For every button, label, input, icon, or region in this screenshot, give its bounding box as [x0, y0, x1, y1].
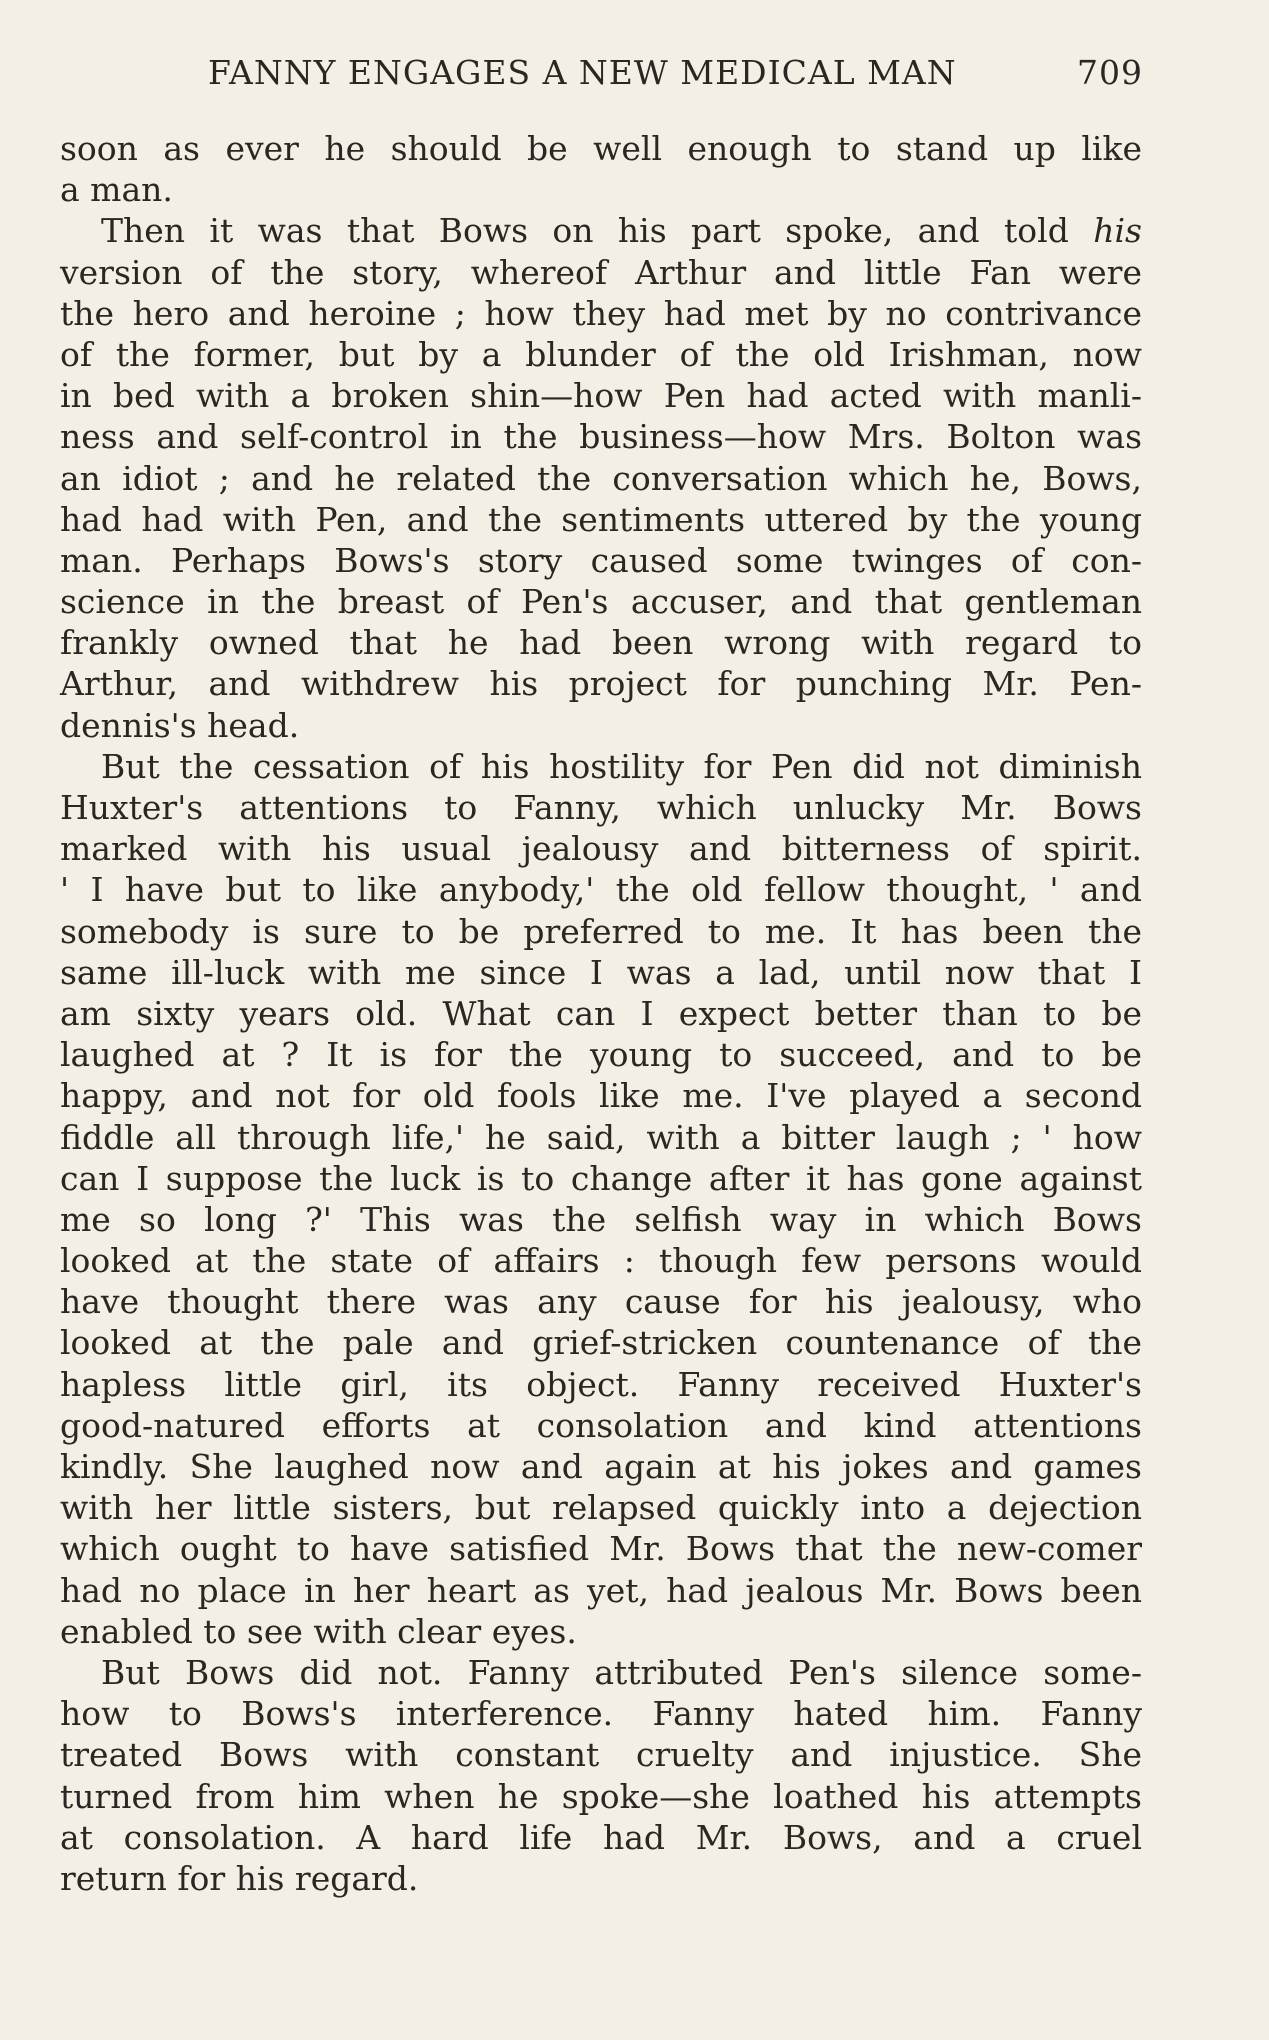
text-line: enabled to see with clear eyes. [60, 1611, 577, 1651]
text-line: man. Perhaps Bows's story caused some twinges of con- [60, 540, 1142, 580]
text-line: looked at the pale and grief-stricken countenance of the [60, 1323, 1142, 1363]
text-line: a man. [60, 170, 173, 210]
text-line: turned from him when he spoke—she loathed his attempts [60, 1776, 1142, 1816]
text-line: fiddle all through life,' he said, with a bitter laugh ; ' how [60, 1117, 1142, 1157]
text-line: same ill-luck with me since I was a lad, until now that I [60, 952, 1142, 992]
text-line: But Bows did not. Fanny attributed Pen's silence some- [101, 1652, 1142, 1692]
text-line: am sixty years old. What can I expect better than to be [60, 993, 1142, 1033]
text-line: in bed with a broken shin—how Pen had acted with manli- [60, 376, 1142, 416]
text-line: Arthur, and withdrew his project for punching Mr. Pen- [60, 664, 1142, 704]
body-text [60, 128, 1142, 1899]
text-line-part: Then it was that Bows on his part spoke, and told [101, 211, 1069, 251]
text-line: which ought to have satisfied Mr. Bows that the new-comer [60, 1529, 1142, 1569]
text-line: ' I have but to like anybody,' the old fellow thought, ' and [60, 870, 1142, 910]
text-line: Huxter's attentions to Fanny, which unlucky Mr. Bows [60, 788, 1142, 827]
text-line: happy, and not for old fools like me. I've played a second [60, 1076, 1142, 1116]
running-head [60, 50, 1143, 94]
text-line: an idiot ; and he related the conversation which he, Bows, [60, 458, 1142, 498]
text-line: of the former, but by a blunder of the old Irishman, now [60, 334, 1142, 374]
page-number: 709 [1077, 52, 1143, 92]
text-line: But the cessation of his hostility for Pen did not diminish [101, 746, 1142, 786]
text-line: me so long ?' This was the selfish way in which Bows [60, 1199, 1142, 1239]
text-line: at consolation. A hard life had Mr. Bows, and a cruel [60, 1817, 1142, 1857]
text-line [60, 210, 1142, 251]
italic-text: his [1093, 211, 1142, 251]
text-line: soon as ever he should be well enough to stand up like [60, 129, 1142, 168]
text-line: dennis's head. [60, 705, 300, 745]
text-line: return for his regard. [60, 1858, 419, 1898]
text-line: laughed at ? It is for the young to succeed, and to be [60, 1035, 1142, 1075]
text-line: with her little sisters, but relapsed quickly into a dejection [60, 1488, 1142, 1528]
chapter-title: FANNY ENGAGES A NEW MEDICAL MAN [208, 52, 957, 92]
text-line: had no place in her heart as yet, had jealous Mr. Bows been [60, 1570, 1142, 1610]
text-line: frankly owned that he had been wrong with regard to [60, 623, 1142, 663]
text-line: treated Bows with constant cruelty and injustice. She [60, 1735, 1142, 1775]
text-line: version of the story, whereof Arthur and little Fan were [60, 252, 1142, 292]
text-line: marked with his usual jealousy and bitterness of spirit. [60, 829, 1142, 869]
text-line: had had with Pen, and the sentiments uttered by the young [60, 499, 1142, 539]
text-line: kindly. She laughed now and again at his jokes and games [60, 1447, 1142, 1486]
text-line: somebody is sure to be preferred to me. It has been the [60, 911, 1142, 951]
text-line: science in the breast of Pen's accuser, and that gentleman [60, 582, 1142, 622]
text-line: hapless little girl, its object. Fanny received Huxter's [60, 1364, 1142, 1404]
text-line: good-natured efforts at consolation and kind attentions [60, 1405, 1142, 1445]
text-line: how to Bows's interference. Fanny hated him. Fanny [60, 1694, 1142, 1734]
text-line: ness and self-control in the business—how Mrs. Bolton was [60, 417, 1142, 457]
text-line: looked at the state of affairs : though few persons would [60, 1241, 1142, 1281]
text-line: have thought there was any cause for his jealousy, who [60, 1282, 1142, 1322]
text-line: can I suppose the luck is to change after it has gone against [60, 1158, 1142, 1198]
text-line: the hero and heroine ; how they had met by no contrivance [60, 293, 1142, 333]
